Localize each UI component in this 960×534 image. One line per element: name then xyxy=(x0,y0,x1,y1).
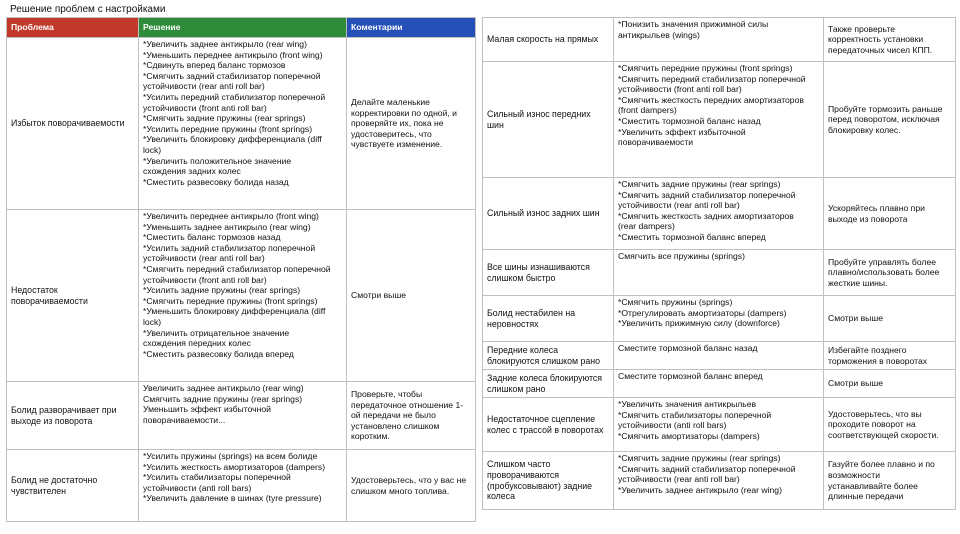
comment-line: перед поворотом, исключая xyxy=(828,114,940,125)
solution-line: *Смягчить задний стабилизатор поперечной xyxy=(618,189,796,200)
solution-line: *Усилить стабилизаторы поперечной xyxy=(143,472,291,483)
comment-line: блокировку колес. xyxy=(828,124,901,135)
solution-cell xyxy=(139,38,347,210)
comment-line: проходите поворот на xyxy=(828,419,916,430)
comment-cell xyxy=(347,38,476,210)
solution-line: *Смягчить задний стабилизатор поперечной xyxy=(143,70,321,81)
comment-line: Ускоряйтесь плавно при xyxy=(828,202,925,213)
solution-line: *Сместить развесовку болида вперед xyxy=(143,348,294,359)
comment-line: Удостоверьтесь, что вы xyxy=(828,408,922,419)
header-solution: Решение xyxy=(139,18,347,38)
table-row xyxy=(7,38,476,210)
comment-line: удостоверитесь, что xyxy=(351,128,432,139)
solution-line: *Уменьшить блокировку дифференциала (diff xyxy=(143,306,326,317)
solution-line: *Увеличить значения антикрыльев xyxy=(618,399,757,409)
solution-cell xyxy=(139,450,347,522)
comment-line: Смотри выше xyxy=(828,313,884,324)
solution-line: устойчивости (rear anti roll bar) xyxy=(618,200,740,211)
solution-line: *Смягчить передний стабилизатор поперечной xyxy=(143,263,331,274)
comment-line: передаточных чисел КПП. xyxy=(828,44,933,55)
solution-line: *Смягчить передние пружины (front springs) xyxy=(143,295,318,306)
solution-line: *Увеличить прижимную силу (downforce) xyxy=(618,318,780,329)
solution-line: *Смягчить передний стабилизатор поперечной xyxy=(618,73,806,84)
solution-line: схождения передних колес xyxy=(143,338,251,349)
solution-line: *Сместить развесовку болида назад xyxy=(143,176,289,187)
solution-line: устойчивости (front anti roll bar) xyxy=(618,84,742,95)
solution-line: *Смягчить жесткость передних амортизаторов xyxy=(618,94,804,105)
comment-line: Избегайте позднего xyxy=(828,344,907,355)
comment-cell xyxy=(824,398,956,452)
page-title: Решение проблем с настройками xyxy=(10,4,166,15)
problem-cell: Избыток поворачиваемости xyxy=(7,38,139,210)
solution-line: Смягчить задние пружины (rear springs) xyxy=(143,393,303,404)
right-table-body xyxy=(483,18,956,510)
table-row xyxy=(483,296,956,342)
solution-line: *Усилить передние пружины (front springs) xyxy=(143,123,313,134)
comment-cell xyxy=(824,452,956,510)
solution-line: *Усилить пружины (springs) на всем болиде xyxy=(143,451,318,461)
comment-cell xyxy=(824,62,956,178)
solution-line: *Усилить передний стабилизатор поперечной xyxy=(143,91,326,102)
solution-line: *Усилить задние пружины (rear springs) xyxy=(143,285,301,296)
table-row xyxy=(483,250,956,296)
solution-line: (front dampers) xyxy=(618,105,677,116)
solution-line: устойчивости (anti roll bars) xyxy=(143,482,252,493)
comment-cell xyxy=(824,342,956,370)
comment-line: Пробуйте управлять более xyxy=(828,256,937,267)
left-table xyxy=(6,17,476,522)
solution-line: устойчивости (anti roll bars) xyxy=(618,420,727,431)
solution-line: *Сместить тормозной баланс вперед xyxy=(618,231,766,242)
solution-line: lock) xyxy=(143,316,162,327)
solution-line: антикрыльев (wings) xyxy=(618,29,700,40)
comment-line: Также проверьте xyxy=(828,23,895,34)
problem-cell: Все шины изнашиваются слишком быстро xyxy=(483,250,614,296)
comment-line: возможности xyxy=(828,469,880,480)
comment-cell xyxy=(824,18,956,62)
solution-line: устойчивости (rear anti roll bar) xyxy=(618,474,740,485)
comment-line: чувствуете изменение. xyxy=(351,139,443,150)
comment-line: Удостоверьтесь, что у вас не xyxy=(351,474,467,485)
solution-line: *Усилить жесткость амортизаторов (dampers) xyxy=(143,461,326,472)
right-table xyxy=(482,17,956,510)
solution-line: *Сместить баланс тормозов назад xyxy=(143,232,281,243)
comment-line: корректировки по одной, и xyxy=(351,107,457,118)
solution-cell xyxy=(139,382,347,450)
problem-cell: Недостаточное сцепление колес с трассой в поворотах xyxy=(483,398,614,452)
solution-line: устойчивости (rear anti roll bar) xyxy=(143,253,265,264)
problem-cell: Передние колеса блокируются слишком рано xyxy=(483,342,614,370)
solution-cell xyxy=(614,370,824,398)
comment-cell xyxy=(824,370,956,398)
comment-cell xyxy=(824,250,956,296)
solution-cell xyxy=(614,398,824,452)
problem-cell: Болид не достаточно чувствителен xyxy=(7,450,139,522)
comment-line: Смотри выше xyxy=(351,290,407,301)
problem-cell: Сильный износ задних шин xyxy=(483,178,614,250)
solution-cell xyxy=(614,452,824,510)
solution-line: *Усилить задний стабилизатор поперечной xyxy=(143,242,316,253)
table-row xyxy=(483,18,956,62)
solution-line: *Смягчить передние пружины (front springs) xyxy=(618,63,793,73)
solution-line: *Уменьшить переднее антикрыло (front wing) xyxy=(143,49,323,60)
solution-line: *Смягчить задние пружины (rear springs) xyxy=(618,179,781,189)
solution-line: Смягчить все пружины (springs) xyxy=(618,251,745,261)
problem-cell: Болид нестабилен на неровностях xyxy=(483,296,614,342)
comment-line: проверяйте их, пока не xyxy=(351,118,444,129)
problem-cell: Недостаток поворачиваемости xyxy=(7,210,139,382)
solution-line: *Отрегулировать амортизаторы (dampers) xyxy=(618,307,787,318)
solution-line: *Увеличить заднее антикрыло (rear wing) xyxy=(618,484,782,495)
solution-line: поворачиваемости... xyxy=(143,414,226,425)
problem-cell: Малая скорость на прямых xyxy=(483,18,614,62)
solution-line: (rear dampers) xyxy=(618,221,675,232)
comment-line: Проверьте, чтобы xyxy=(351,389,423,400)
comment-cell xyxy=(347,450,476,522)
solution-line: *Увеличить давление в шинах (tyre pressure) xyxy=(143,493,322,504)
solution-line: *Увеличить положительное значение xyxy=(143,155,292,166)
comment-line: длинные передачи xyxy=(828,491,904,502)
solution-line: Сместите тормозной баланс назад xyxy=(618,343,758,353)
solution-line: *Уменьшить заднее антикрыло (rear wing) xyxy=(143,221,311,232)
comment-line: коротким. xyxy=(351,431,390,442)
solution-line: *Понизить значения прижимной силы xyxy=(618,19,769,29)
solution-line: *Увеличить переднее антикрыло (front wing) xyxy=(143,211,319,221)
solution-line: lock) xyxy=(143,144,162,155)
table-row xyxy=(7,450,476,522)
comment-line: Газуйте более плавно и по xyxy=(828,459,935,470)
solution-line: *Увеличить заднее антикрыло (rear wing) xyxy=(143,39,307,49)
problem-cell: Сильный износ передних шин xyxy=(483,62,614,178)
header-comment: Коментарии xyxy=(347,18,476,38)
comment-line: плавно/использовать более xyxy=(828,267,940,278)
solution-line: схождения задних колес xyxy=(143,166,241,177)
comment-line: ой передачи не было xyxy=(351,410,436,421)
comment-line: жесткие шины. xyxy=(828,277,888,288)
table-row xyxy=(483,398,956,452)
solution-cell xyxy=(614,296,824,342)
comment-cell xyxy=(347,382,476,450)
solution-line: Увеличить заднее антикрыло (rear wing) xyxy=(143,383,304,393)
table-row xyxy=(483,452,956,510)
comment-line: торможения в поворотах xyxy=(828,355,928,366)
problem-cell: Болид разворачивает при выходе из поворота xyxy=(7,382,139,450)
solution-line: *Смягчить стабилизаторы поперечной xyxy=(618,409,772,420)
left-table-body xyxy=(7,38,476,522)
comment-line: передаточное отношение 1- xyxy=(351,399,464,410)
comment-line: Смотри выше xyxy=(828,378,884,389)
solution-line: Уменьшить эффект избыточной xyxy=(143,404,271,415)
solution-line: *Смягчить задний стабилизатор поперечной xyxy=(618,463,796,474)
comment-line: устанавливайте более xyxy=(828,480,918,491)
comment-cell xyxy=(824,178,956,250)
solution-line: *Смягчить пружины (springs) xyxy=(618,297,733,307)
solution-line: поворачиваемости xyxy=(618,137,694,148)
solution-cell xyxy=(614,18,824,62)
table-row xyxy=(483,62,956,178)
comment-line: Делайте маленькие xyxy=(351,97,430,108)
table-row xyxy=(7,210,476,382)
solution-line: *Смягчить амортизаторы (dampers) xyxy=(618,430,760,441)
solution-line: *Смягчить задние пружины (rear springs) xyxy=(618,453,781,463)
solution-cell xyxy=(614,62,824,178)
problem-cell: Задние колеса блокируются слишком рано xyxy=(483,370,614,398)
solution-line: *Сместить тормозной баланс назад xyxy=(618,115,761,126)
solution-line: устойчивости (front anti roll bar) xyxy=(143,274,267,285)
solution-line: *Увеличить эффект избыточной xyxy=(618,126,746,137)
comment-line: соответствующей скорости. xyxy=(828,429,939,440)
comment-line: Пробуйте тормозить раньше xyxy=(828,103,943,114)
comment-cell xyxy=(347,210,476,382)
solution-line: *Увеличить блокировку дифференциала (diff xyxy=(143,134,322,145)
problem-cell: Слишком часто проворачиваются (пробуксовывают) задние колеса xyxy=(483,452,614,510)
solution-line: устойчивости (front anti roll bar) xyxy=(143,102,267,113)
table-row xyxy=(7,382,476,450)
comment-cell xyxy=(824,296,956,342)
comment-line: слишком много топлива. xyxy=(351,485,450,496)
solution-cell xyxy=(614,178,824,250)
table-row xyxy=(483,342,956,370)
solution-line: *Увеличить отрицательное значение xyxy=(143,327,290,338)
table-row xyxy=(483,370,956,398)
solution-line: *Сдвинуть вперед баланс тормозов xyxy=(143,60,286,71)
table-row xyxy=(483,178,956,250)
solution-line: устойчивости (rear anti roll bar) xyxy=(143,81,265,92)
comment-line: установлено слишком xyxy=(351,420,440,431)
solution-line: *Смягчить жесткость задних амортизаторов xyxy=(618,210,794,221)
header-problem: Проблема xyxy=(7,18,139,38)
comment-line: выходе из поворота xyxy=(828,213,908,224)
comment-line: корректность установки xyxy=(828,34,924,45)
solution-line: Сместите тормозной баланс вперед xyxy=(618,371,763,381)
solution-cell xyxy=(614,342,824,370)
solution-cell xyxy=(614,250,824,296)
solution-line: *Смягчить задние пружины (rear springs) xyxy=(143,113,306,124)
solution-cell xyxy=(139,210,347,382)
